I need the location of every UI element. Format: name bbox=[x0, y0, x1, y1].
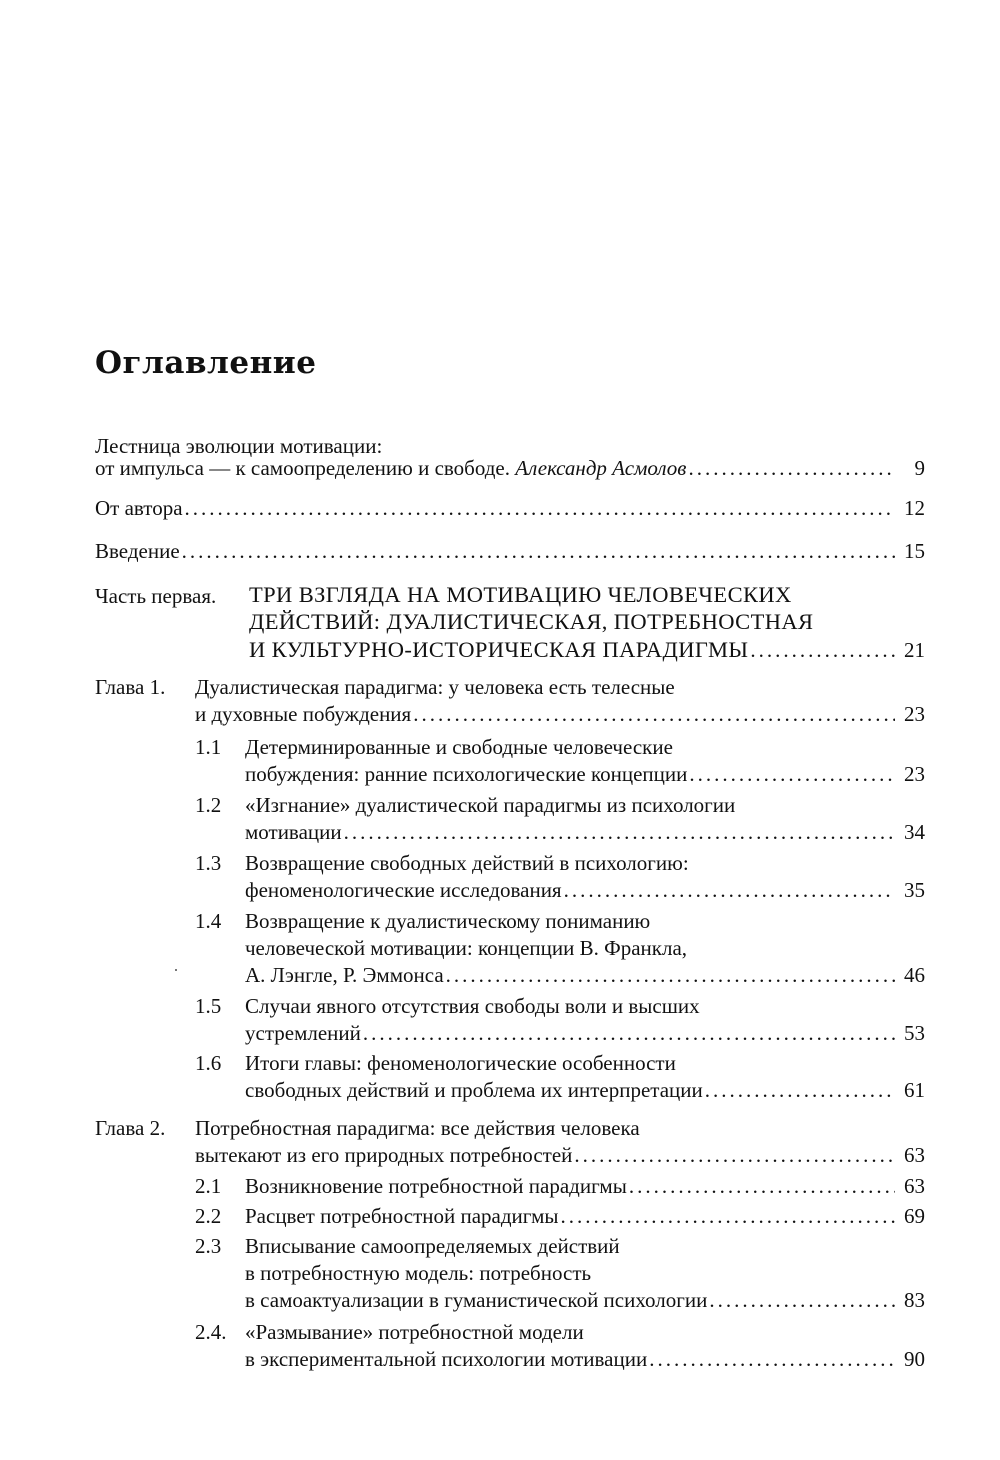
dot-leader bbox=[750, 636, 895, 664]
toc-section-line1: Детерминированные и свободные человеческие bbox=[245, 735, 673, 759]
toc-part-line3: И КУЛЬТУРНО-ИСТОРИЧЕСКАЯ ПАРАДИГМЫ bbox=[249, 637, 749, 662]
toc-section-number: 1.1 bbox=[195, 735, 222, 759]
toc-page-number: 90 bbox=[904, 1347, 925, 1371]
toc-section-line2: устремлений bbox=[245, 1021, 361, 1045]
toc-section-line1: Вписывание самоопределяемых действий bbox=[245, 1234, 620, 1258]
toc-section-line2: в потребностную модель: потребность bbox=[245, 1261, 592, 1285]
toc-part-label: Часть первая. bbox=[95, 584, 217, 608]
dot-leader bbox=[564, 876, 895, 904]
toc-entry-from-author[interactable] bbox=[95, 494, 925, 522]
dot-leader bbox=[413, 700, 895, 728]
toc-entry-section-2-2[interactable] bbox=[245, 1202, 925, 1230]
dot-leader bbox=[185, 494, 895, 522]
toc-entry-title: От автора bbox=[95, 496, 183, 520]
toc-entry-section-1-6[interactable] bbox=[245, 1076, 925, 1104]
toc-foreword-line2: от импульса — к самоопределению и свободе. Александр Асмолов bbox=[95, 456, 687, 480]
toc-entry-section-2-1[interactable] bbox=[245, 1172, 925, 1200]
toc-entry-chapter-2[interactable] bbox=[195, 1141, 925, 1169]
toc-page-number: 34 bbox=[904, 820, 925, 844]
toc-section-line3: в самоактуализации в гуманистической психологии bbox=[245, 1288, 708, 1312]
toc-section-line1: Возникновение потребностной парадигмы bbox=[245, 1174, 627, 1198]
toc-section-line2: человеческой мотивации: концепции В. Франкла, bbox=[245, 936, 688, 960]
dot-leader bbox=[709, 1286, 895, 1314]
toc-chapter-line1: Дуалистическая парадигма: у человека есть телесные bbox=[195, 675, 675, 699]
toc-section-number: 1.2 bbox=[195, 793, 222, 817]
dot-leader bbox=[446, 961, 895, 989]
toc-page-number: 53 bbox=[904, 1021, 925, 1045]
dot-leader bbox=[629, 1172, 895, 1200]
toc-page-number: 15 bbox=[904, 539, 925, 563]
page-title: Оглавление bbox=[95, 345, 317, 381]
toc-foreword-author: Александр Асмолов bbox=[515, 456, 687, 480]
toc-page-number: 83 bbox=[904, 1288, 925, 1312]
dot-leader bbox=[689, 760, 895, 788]
toc-chapter-line2: вытекают из его природных потребностей bbox=[195, 1143, 573, 1167]
toc-section-line1: Итоги главы: феноменологические особенности bbox=[245, 1051, 676, 1075]
toc-section-line2: феноменологические исследования bbox=[245, 878, 562, 902]
toc-entry-section-1-3[interactable] bbox=[245, 876, 925, 904]
toc-page-number: 12 bbox=[904, 496, 925, 520]
toc-entry-section-1-2[interactable] bbox=[245, 818, 925, 846]
print-speck bbox=[175, 969, 177, 971]
toc-section-number: 1.5 bbox=[195, 994, 222, 1018]
dot-leader bbox=[705, 1076, 895, 1104]
toc-page-number: 63 bbox=[904, 1143, 925, 1167]
toc-entry-section-2-4[interactable] bbox=[245, 1345, 925, 1373]
toc-section-line2: мотивации bbox=[245, 820, 342, 844]
dot-leader bbox=[182, 537, 895, 565]
toc-chapter-label: Глава 1. bbox=[95, 675, 166, 699]
dot-leader bbox=[344, 818, 895, 846]
toc-section-line1: Возвращение к дуалистическому пониманию bbox=[245, 909, 651, 933]
toc-section-number: 2.4. bbox=[195, 1320, 227, 1344]
toc-entry-title: Введение bbox=[95, 539, 180, 563]
toc-foreword-line1: Лестница эволюции мотивации: bbox=[95, 434, 383, 458]
toc-entry-section-1-5[interactable] bbox=[245, 1019, 925, 1047]
toc-chapter-line2: и духовные побуждения bbox=[195, 702, 412, 726]
toc-section-line2: в экспериментальной психологии мотивации bbox=[245, 1347, 648, 1371]
dot-leader bbox=[561, 1202, 895, 1230]
toc-section-number: 1.3 bbox=[195, 851, 222, 875]
toc-entry-section-1-1[interactable] bbox=[245, 760, 925, 788]
dot-leader bbox=[574, 1141, 895, 1169]
toc-section-number: 2.1 bbox=[195, 1174, 222, 1198]
toc-page-number: 46 bbox=[904, 963, 925, 987]
toc-page-number: 69 bbox=[904, 1204, 925, 1228]
toc-page-number: 63 bbox=[904, 1174, 925, 1198]
toc-section-line1: Возвращение свободных действий в психологию: bbox=[245, 851, 689, 875]
toc-page-number: 61 bbox=[904, 1078, 925, 1102]
toc-part-line1: ТРИ ВЗГЛЯДА НА МОТИВАЦИЮ ЧЕЛОВЕЧЕСКИХ bbox=[249, 582, 792, 607]
toc-section-line2: свободных действий и проблема их интерпретации bbox=[245, 1078, 703, 1102]
toc-entry-introduction[interactable] bbox=[95, 537, 925, 565]
toc-entry-part-one[interactable] bbox=[249, 636, 925, 664]
dot-leader bbox=[649, 1345, 895, 1373]
toc-section-number: 2.3 bbox=[195, 1234, 222, 1258]
toc-page-number: 35 bbox=[904, 878, 925, 902]
toc-section-line1: Расцвет потребностной парадигмы bbox=[245, 1204, 559, 1228]
toc-section-number: 2.2 bbox=[195, 1204, 222, 1228]
toc-section-number: 1.6 bbox=[195, 1051, 222, 1075]
toc-chapter-line1: Потребностная парадигма: все действия человека bbox=[195, 1116, 640, 1140]
dot-leader bbox=[363, 1019, 895, 1047]
toc-section-line1: «Размывание» потребностной модели bbox=[245, 1320, 584, 1344]
toc-chapter-label: Глава 2. bbox=[95, 1116, 166, 1140]
toc-page-number: 23 bbox=[904, 762, 925, 786]
toc-section-number: 1.4 bbox=[195, 909, 222, 933]
toc-entry-foreword[interactable] bbox=[95, 454, 925, 482]
toc-entry-section-2-3[interactable] bbox=[245, 1286, 925, 1314]
toc-page-number: 9 bbox=[914, 456, 925, 480]
toc-section-line3: А. Лэнгле, Р. Эммонса bbox=[245, 963, 444, 987]
toc-section-line1: Случаи явного отсутствия свободы воли и высших bbox=[245, 994, 700, 1018]
toc-page-number: 23 bbox=[904, 702, 925, 726]
toc-section-line1: «Изгнание» дуалистической парадигмы из психологии bbox=[245, 793, 736, 817]
toc-entry-chapter-1[interactable] bbox=[195, 700, 925, 728]
dot-leader bbox=[688, 454, 895, 482]
toc-entry-section-1-4[interactable] bbox=[245, 961, 925, 989]
toc-part-line2: ДЕЙСТВИЙ: ДУАЛИСТИЧЕСКАЯ, ПОТРЕБНОСТНАЯ bbox=[249, 609, 814, 634]
toc-page-number: 21 bbox=[904, 638, 925, 662]
toc-section-line2: побуждения: ранние психологические концепции bbox=[245, 762, 688, 786]
